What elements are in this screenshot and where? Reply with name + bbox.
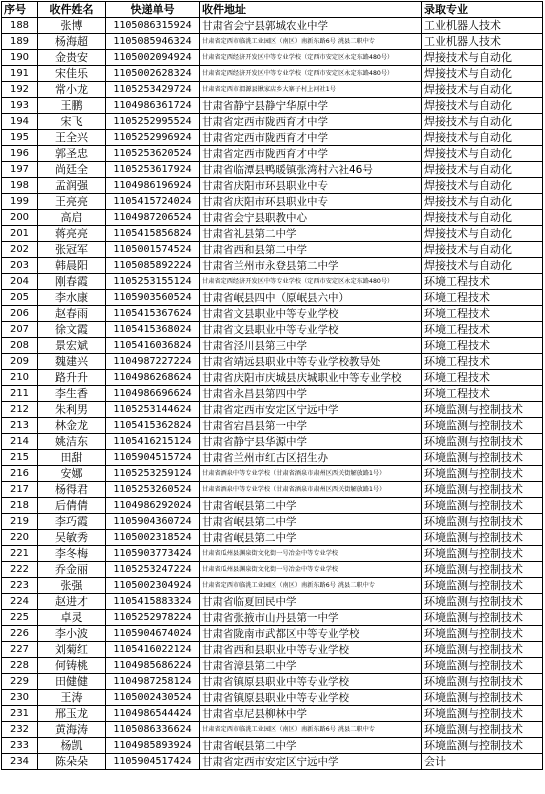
header-tracking-number: 快递单号 <box>106 2 200 18</box>
admitted-major-cell: 环境工程技术 <box>422 370 543 386</box>
recipient-address-cell: 甘肃省定西市安定区宁远中学 <box>200 402 422 418</box>
admitted-major-cell: 焊接技术与自动化 <box>422 258 543 274</box>
table-row <box>2 290 543 306</box>
serial-number-cell: 202 <box>2 242 38 258</box>
table-row <box>2 386 543 402</box>
serial-number-cell: 213 <box>2 418 38 434</box>
recipient-name-cell: 金贵安 <box>38 50 106 66</box>
tracking-number-cell: 1104986696624 <box>106 386 200 402</box>
recipient-name-cell: 杨海超 <box>38 34 106 50</box>
recipient-address-cell: 甘肃省兰州市永登县第二中学 <box>200 258 422 274</box>
table-row <box>2 418 543 434</box>
admitted-major-cell: 焊接技术与自动化 <box>422 194 543 210</box>
admitted-major-cell: 环境监测与控制技术 <box>422 594 543 610</box>
tracking-number-cell: 1105002094924 <box>106 50 200 66</box>
recipient-name-cell: 李小波 <box>38 626 106 642</box>
serial-number-cell: 223 <box>2 578 38 594</box>
table-row <box>2 354 543 370</box>
table-row <box>2 658 543 674</box>
recipient-address-cell: 甘肃省静宁县静宁华原中学 <box>200 98 422 114</box>
serial-number-cell: 227 <box>2 642 38 658</box>
recipient-name-cell: 田甜 <box>38 450 106 466</box>
recipient-address-cell: 甘肃省定西市临洮工业园区（南区）南新东路6号 洮县二职中专 <box>200 34 422 50</box>
tracking-number-cell: 1105085892224 <box>106 258 200 274</box>
recipient-name-cell: 邢玉龙 <box>38 706 106 722</box>
table-row <box>2 98 543 114</box>
table-row <box>2 274 543 290</box>
serial-number-cell: 234 <box>2 754 38 770</box>
serial-number-cell: 191 <box>2 66 38 82</box>
table-row <box>2 258 543 274</box>
tracking-number-cell: 1105415367624 <box>106 306 200 322</box>
table-row <box>2 690 543 706</box>
recipient-address-cell: 甘肃省庆阳市环县职业中专 <box>200 194 422 210</box>
admitted-major-cell: 焊接技术与自动化 <box>422 50 543 66</box>
recipient-address-cell: 甘肃省文县职业中等专业学校 <box>200 322 422 338</box>
admitted-major-cell: 焊接技术与自动化 <box>422 226 543 242</box>
tracking-number-cell: 1105086315924 <box>106 18 200 34</box>
recipient-address-cell: 甘肃省庆阳市庆城县庆城职业中等专业学校 <box>200 370 422 386</box>
tracking-number-cell: 1105002628324 <box>106 66 200 82</box>
recipient-address-cell: 甘肃省定西经济开发区中等专业学校（定西市安定区永定东路480号） <box>200 66 422 82</box>
recipient-address-cell: 甘肃省定西市陇西育才中学 <box>200 130 422 146</box>
serial-number-cell: 228 <box>2 658 38 674</box>
recipient-address-cell: 甘肃省岷县第二中学 <box>200 530 422 546</box>
recipient-address-cell: 甘肃省酒泉中等专业学校（甘肃省酒泉市肃州区西关街解放路1号） <box>200 466 422 482</box>
tracking-number-cell: 1104986361724 <box>106 98 200 114</box>
recipient-address-cell: 甘肃省临夏回民中学 <box>200 594 422 610</box>
serial-number-cell: 196 <box>2 146 38 162</box>
serial-number-cell: 200 <box>2 210 38 226</box>
serial-number-cell: 229 <box>2 674 38 690</box>
admitted-major-cell: 焊接技术与自动化 <box>422 178 543 194</box>
table-row <box>2 82 543 98</box>
recipient-address-cell: 甘肃省酒泉中等专业学校（甘肃省酒泉市肃州区西关街解放路1号） <box>200 482 422 498</box>
recipient-address-cell: 甘肃省漳县第二中学 <box>200 658 422 674</box>
tracking-number-cell: 1105253155124 <box>106 274 200 290</box>
tracking-number-cell: 1105415362824 <box>106 418 200 434</box>
admitted-major-cell: 焊接技术与自动化 <box>422 162 543 178</box>
table-row <box>2 626 543 642</box>
recipient-address-cell: 甘肃省定西市渭源县锹家店乡大寨子村上河社1号 <box>200 82 422 98</box>
table-row <box>2 738 543 754</box>
tracking-number-cell: 1105903560524 <box>106 290 200 306</box>
recipient-address-cell: 甘肃省定西市临洮工业园区（南区）南新东路6号 洮县二职中专 <box>200 722 422 738</box>
recipient-address-cell: 甘肃省定西市陇西育才中学 <box>200 146 422 162</box>
recipient-address-cell: 甘肃省定西经济开发区中等专业学校（定西市安定区永定东路480号） <box>200 50 422 66</box>
serial-number-cell: 212 <box>2 402 38 418</box>
recipient-name-cell: 路升升 <box>38 370 106 386</box>
serial-number-cell: 214 <box>2 434 38 450</box>
admitted-major-cell: 环境监测与控制技术 <box>422 434 543 450</box>
recipient-name-cell: 蒋亮亮 <box>38 226 106 242</box>
table-row <box>2 562 543 578</box>
tracking-number-cell: 1105002318524 <box>106 530 200 546</box>
recipient-name-cell: 杨凯 <box>38 738 106 754</box>
header-serial-number: 序号 <box>2 2 38 18</box>
tracking-number-cell: 1105904517424 <box>106 754 200 770</box>
recipient-name-cell: 陈朵朵 <box>38 754 106 770</box>
admitted-major-cell: 环境工程技术 <box>422 338 543 354</box>
table-body <box>2 18 543 770</box>
recipient-name-cell: 张强 <box>38 578 106 594</box>
table-row <box>2 226 543 242</box>
table-row <box>2 66 543 82</box>
recipient-name-cell: 吴敏秀 <box>38 530 106 546</box>
admitted-major-cell: 焊接技术与自动化 <box>422 114 543 130</box>
table-header-row <box>2 2 543 18</box>
serial-number-cell: 219 <box>2 514 38 530</box>
recipient-name-cell: 高启 <box>38 210 106 226</box>
serial-number-cell: 203 <box>2 258 38 274</box>
admitted-major-cell: 环境监测与控制技术 <box>422 722 543 738</box>
table-row <box>2 578 543 594</box>
recipient-name-cell: 何铸桃 <box>38 658 106 674</box>
tracking-number-cell: 1105416036824 <box>106 338 200 354</box>
tracking-number-cell: 1105253620524 <box>106 146 200 162</box>
recipient-name-cell: 乔金丽 <box>38 562 106 578</box>
tracking-number-cell: 1105001574524 <box>106 242 200 258</box>
serial-number-cell: 193 <box>2 98 38 114</box>
serial-number-cell: 232 <box>2 722 38 738</box>
recipient-address-cell: 甘肃省瓜州县渊泉街文化街一号冶金中等专业学校 <box>200 562 422 578</box>
serial-number-cell: 190 <box>2 50 38 66</box>
recipient-address-cell: 甘肃省定西经济开发区中等专业学校（定西市安定区永定东路480号） <box>200 274 422 290</box>
admitted-major-cell: 焊接技术与自动化 <box>422 82 543 98</box>
recipient-name-cell: 尚廷全 <box>38 162 106 178</box>
recipient-name-cell: 常小龙 <box>38 82 106 98</box>
admitted-major-cell: 环境监测与控制技术 <box>422 658 543 674</box>
recipient-name-cell: 景宏斌 <box>38 338 106 354</box>
recipient-name-cell: 赵进才 <box>38 594 106 610</box>
recipient-name-cell: 孟润强 <box>38 178 106 194</box>
admitted-major-cell: 焊接技术与自动化 <box>422 130 543 146</box>
admitted-major-cell: 环境工程技术 <box>422 354 543 370</box>
recipient-address-cell: 甘肃省西和县第二中学 <box>200 242 422 258</box>
table-row <box>2 466 543 482</box>
table-row <box>2 610 543 626</box>
recipient-address-cell: 甘肃省兰州市红古区招生办 <box>200 450 422 466</box>
recipient-name-cell: 李生香 <box>38 386 106 402</box>
table-row <box>2 322 543 338</box>
serial-number-cell: 233 <box>2 738 38 754</box>
tracking-number-cell: 1104986292024 <box>106 498 200 514</box>
admitted-major-cell: 工业机器人技术 <box>422 34 543 50</box>
admitted-major-cell: 环境监测与控制技术 <box>422 610 543 626</box>
serial-number-cell: 195 <box>2 130 38 146</box>
table-row <box>2 722 543 738</box>
serial-number-cell: 189 <box>2 34 38 50</box>
tracking-number-cell: 1105252996924 <box>106 130 200 146</box>
tracking-number-cell: 1105415724024 <box>106 194 200 210</box>
serial-number-cell: 209 <box>2 354 38 370</box>
serial-number-cell: 211 <box>2 386 38 402</box>
table-row <box>2 210 543 226</box>
admitted-major-cell: 环境监测与控制技术 <box>422 690 543 706</box>
table-row <box>2 498 543 514</box>
admitted-major-cell: 焊接技术与自动化 <box>422 146 543 162</box>
admitted-major-cell: 环境监测与控制技术 <box>422 402 543 418</box>
table-row <box>2 642 543 658</box>
table-row <box>2 434 543 450</box>
table-row <box>2 178 543 194</box>
serial-number-cell: 198 <box>2 178 38 194</box>
recipient-address-cell: 甘肃省靖远县职业中等专业学校教导处 <box>200 354 422 370</box>
table-row <box>2 482 543 498</box>
serial-number-cell: 201 <box>2 226 38 242</box>
tracking-number-cell: 1105903773424 <box>106 546 200 562</box>
admitted-major-cell: 环境监测与控制技术 <box>422 530 543 546</box>
admitted-major-cell: 环境监测与控制技术 <box>422 626 543 642</box>
recipient-address-cell: 甘肃省陇南市武都区中等专业学校 <box>200 626 422 642</box>
admitted-major-cell: 环境工程技术 <box>422 290 543 306</box>
tracking-number-cell: 1104986544424 <box>106 706 200 722</box>
recipient-name-cell: 李冬梅 <box>38 546 106 562</box>
recipient-name-cell: 魏建兴 <box>38 354 106 370</box>
admitted-major-cell: 环境监测与控制技术 <box>422 450 543 466</box>
recipient-name-cell: 韩晨阳 <box>38 258 106 274</box>
tracking-number-cell: 1105415883324 <box>106 594 200 610</box>
serial-number-cell: 230 <box>2 690 38 706</box>
recipient-address-cell: 甘肃省定西市临洮工业园区（南区）南新东路6号 洮县二职中专 <box>200 578 422 594</box>
admitted-major-cell: 环境工程技术 <box>422 322 543 338</box>
recipient-address-cell: 甘肃省镇原县职业中等专业学校 <box>200 674 422 690</box>
admitted-major-cell: 焊接技术与自动化 <box>422 210 543 226</box>
table-row <box>2 754 543 770</box>
header-recipient-address: 收件地址 <box>200 2 422 18</box>
recipient-name-cell: 郭圣忠 <box>38 146 106 162</box>
recipient-name-cell: 黄海涛 <box>38 722 106 738</box>
tracking-number-cell: 1105904360724 <box>106 514 200 530</box>
table-row <box>2 242 543 258</box>
recipient-address-cell: 甘肃省岷县第二中学 <box>200 738 422 754</box>
table-row <box>2 194 543 210</box>
recipient-address-cell: 甘肃省西和县职业中等专业学校 <box>200 642 422 658</box>
serial-number-cell: 218 <box>2 498 38 514</box>
recipient-name-cell: 后倩倩 <box>38 498 106 514</box>
header-admitted-major: 录取专业 <box>422 2 543 18</box>
recipient-name-cell: 刚春霞 <box>38 274 106 290</box>
recipient-name-cell: 李巧霞 <box>38 514 106 530</box>
admitted-major-cell: 环境监测与控制技术 <box>422 418 543 434</box>
tracking-number-cell: 1105416022124 <box>106 642 200 658</box>
recipient-address-cell: 甘肃省庆阳市环县职业中专 <box>200 178 422 194</box>
recipient-address-cell: 甘肃省镇原县职业中等专业学校 <box>200 690 422 706</box>
recipient-name-cell: 田健健 <box>38 674 106 690</box>
table-row <box>2 18 543 34</box>
table-row <box>2 370 543 386</box>
tracking-number-cell: 1105415368024 <box>106 322 200 338</box>
recipient-name-cell: 杨得君 <box>38 482 106 498</box>
recipient-address-cell: 甘肃省会宁县职教中心 <box>200 210 422 226</box>
serial-number-cell: 197 <box>2 162 38 178</box>
serial-number-cell: 205 <box>2 290 38 306</box>
serial-number-cell: 222 <box>2 562 38 578</box>
recipient-address-cell: 甘肃省定西市陇西育才中学 <box>200 114 422 130</box>
serial-number-cell: 192 <box>2 82 38 98</box>
recipient-address-cell: 甘肃省张掖市山丹县第一中学 <box>200 610 422 626</box>
recipient-name-cell: 王涛 <box>38 690 106 706</box>
tracking-number-cell: 1105252978224 <box>106 610 200 626</box>
recipient-address-cell: 甘肃省静宁县华源中学 <box>200 434 422 450</box>
tracking-number-cell: 1105904515724 <box>106 450 200 466</box>
tracking-number-cell: 1105253617924 <box>106 162 200 178</box>
tracking-number-cell: 1105085946324 <box>106 34 200 50</box>
recipient-name-cell: 赵春雨 <box>38 306 106 322</box>
table-row <box>2 162 543 178</box>
serial-number-cell: 216 <box>2 466 38 482</box>
table-row <box>2 146 543 162</box>
tracking-number-cell: 1105904674024 <box>106 626 200 642</box>
serial-number-cell: 210 <box>2 370 38 386</box>
serial-number-cell: 221 <box>2 546 38 562</box>
serial-number-cell: 204 <box>2 274 38 290</box>
serial-number-cell: 220 <box>2 530 38 546</box>
admitted-major-cell: 工业机器人技术 <box>422 18 543 34</box>
serial-number-cell: 231 <box>2 706 38 722</box>
recipient-name-cell: 李水康 <box>38 290 106 306</box>
recipient-address-cell: 甘肃省岷县四中（原岷县六中） <box>200 290 422 306</box>
recipient-name-cell: 宋飞 <box>38 114 106 130</box>
recipient-name-cell: 张冠军 <box>38 242 106 258</box>
serial-number-cell: 224 <box>2 594 38 610</box>
admitted-major-cell: 环境监测与控制技术 <box>422 738 543 754</box>
tracking-number-cell: 1104985686224 <box>106 658 200 674</box>
recipient-name-cell: 张博 <box>38 18 106 34</box>
table-row <box>2 306 543 322</box>
recipient-address-cell: 甘肃省泾川县第三中学 <box>200 338 422 354</box>
tracking-number-cell: 1105002304924 <box>106 578 200 594</box>
admitted-major-cell: 环境监测与控制技术 <box>422 466 543 482</box>
recipient-address-cell: 甘肃省定西市安定区宁远中学 <box>200 754 422 770</box>
table-row <box>2 402 543 418</box>
recipient-name-cell: 王鹏 <box>38 98 106 114</box>
serial-number-cell: 206 <box>2 306 38 322</box>
tracking-number-cell: 1105415856824 <box>106 226 200 242</box>
tracking-number-cell: 1105086336624 <box>106 722 200 738</box>
serial-number-cell: 225 <box>2 610 38 626</box>
tracking-number-cell: 1104986268624 <box>106 370 200 386</box>
table-row <box>2 50 543 66</box>
recipient-name-cell: 卓灵 <box>38 610 106 626</box>
admitted-major-cell: 焊接技术与自动化 <box>422 66 543 82</box>
tracking-number-cell: 1104987258124 <box>106 674 200 690</box>
recipient-name-cell: 王亮亮 <box>38 194 106 210</box>
recipient-address-cell: 甘肃省礼县第二中学 <box>200 226 422 242</box>
header-recipient-name: 收件姓名 <box>38 2 106 18</box>
serial-number-cell: 188 <box>2 18 38 34</box>
admitted-major-cell: 环境监测与控制技术 <box>422 562 543 578</box>
tracking-number-cell: 1105002430524 <box>106 690 200 706</box>
table-row <box>2 674 543 690</box>
admitted-major-cell: 会计 <box>422 754 543 770</box>
recipient-address-cell: 甘肃省宕昌县第一中学 <box>200 418 422 434</box>
serial-number-cell: 217 <box>2 482 38 498</box>
recipient-name-cell: 姚洁东 <box>38 434 106 450</box>
tracking-number-cell: 1104987206524 <box>106 210 200 226</box>
admitted-major-cell: 焊接技术与自动化 <box>422 98 543 114</box>
recipient-name-cell: 安娜 <box>38 466 106 482</box>
serial-number-cell: 199 <box>2 194 38 210</box>
recipient-address-cell: 甘肃省会宁县郭城农业中学 <box>200 18 422 34</box>
tracking-number-cell: 1105252995524 <box>106 114 200 130</box>
admitted-major-cell: 环境监测与控制技术 <box>422 546 543 562</box>
recipient-name-cell: 王全兴 <box>38 130 106 146</box>
admitted-major-cell: 焊接技术与自动化 <box>422 242 543 258</box>
recipient-name-cell: 徐文霞 <box>38 322 106 338</box>
tracking-number-cell: 1104986196924 <box>106 178 200 194</box>
serial-number-cell: 194 <box>2 114 38 130</box>
table-row <box>2 114 543 130</box>
tracking-number-cell: 1104985893924 <box>106 738 200 754</box>
serial-number-cell: 226 <box>2 626 38 642</box>
tracking-number-cell: 1105253259124 <box>106 466 200 482</box>
admitted-major-cell: 环境工程技术 <box>422 274 543 290</box>
admitted-major-cell: 环境监测与控制技术 <box>422 674 543 690</box>
recipient-address-cell: 甘肃省临潭县鸭暖镇张湾村六社46号 <box>200 162 422 178</box>
table-row <box>2 530 543 546</box>
table-row <box>2 546 543 562</box>
tracking-number-cell: 1105253260524 <box>106 482 200 498</box>
admission-table <box>1 1 543 770</box>
admitted-major-cell: 环境监测与控制技术 <box>422 498 543 514</box>
recipient-name-cell: 刘菊红 <box>38 642 106 658</box>
recipient-address-cell: 甘肃省瓜州县渊泉街文化街一号冶金中等专业学校 <box>200 546 422 562</box>
table-row <box>2 706 543 722</box>
table-row <box>2 34 543 50</box>
admitted-major-cell: 环境工程技术 <box>422 306 543 322</box>
admitted-major-cell: 环境监测与控制技术 <box>422 578 543 594</box>
tracking-number-cell: 1105416215124 <box>106 434 200 450</box>
admitted-major-cell: 环境工程技术 <box>422 386 543 402</box>
admitted-major-cell: 环境监测与控制技术 <box>422 514 543 530</box>
tracking-number-cell: 1105253144624 <box>106 402 200 418</box>
table-row <box>2 594 543 610</box>
table-row <box>2 450 543 466</box>
admitted-major-cell: 环境监测与控制技术 <box>422 642 543 658</box>
serial-number-cell: 207 <box>2 322 38 338</box>
recipient-address-cell: 甘肃省卓尼县柳林中学 <box>200 706 422 722</box>
recipient-address-cell: 甘肃省岷县第二中学 <box>200 498 422 514</box>
table-row <box>2 130 543 146</box>
tracking-number-cell: 1105253429724 <box>106 82 200 98</box>
admitted-major-cell: 环境监测与控制技术 <box>422 482 543 498</box>
serial-number-cell: 208 <box>2 338 38 354</box>
table-row <box>2 338 543 354</box>
recipient-address-cell: 甘肃省岷县第二中学 <box>200 514 422 530</box>
admitted-major-cell: 环境监测与控制技术 <box>422 706 543 722</box>
tracking-number-cell: 1104987227224 <box>106 354 200 370</box>
table-row <box>2 514 543 530</box>
serial-number-cell: 215 <box>2 450 38 466</box>
recipient-name-cell: 林金龙 <box>38 418 106 434</box>
recipient-name-cell: 朱利男 <box>38 402 106 418</box>
recipient-address-cell: 甘肃省永昌县第四中学 <box>200 386 422 402</box>
recipient-address-cell: 甘肃省文县职业中等专业学校 <box>200 306 422 322</box>
tracking-number-cell: 1105253247224 <box>106 562 200 578</box>
recipient-name-cell: 宋佳乐 <box>38 66 106 82</box>
